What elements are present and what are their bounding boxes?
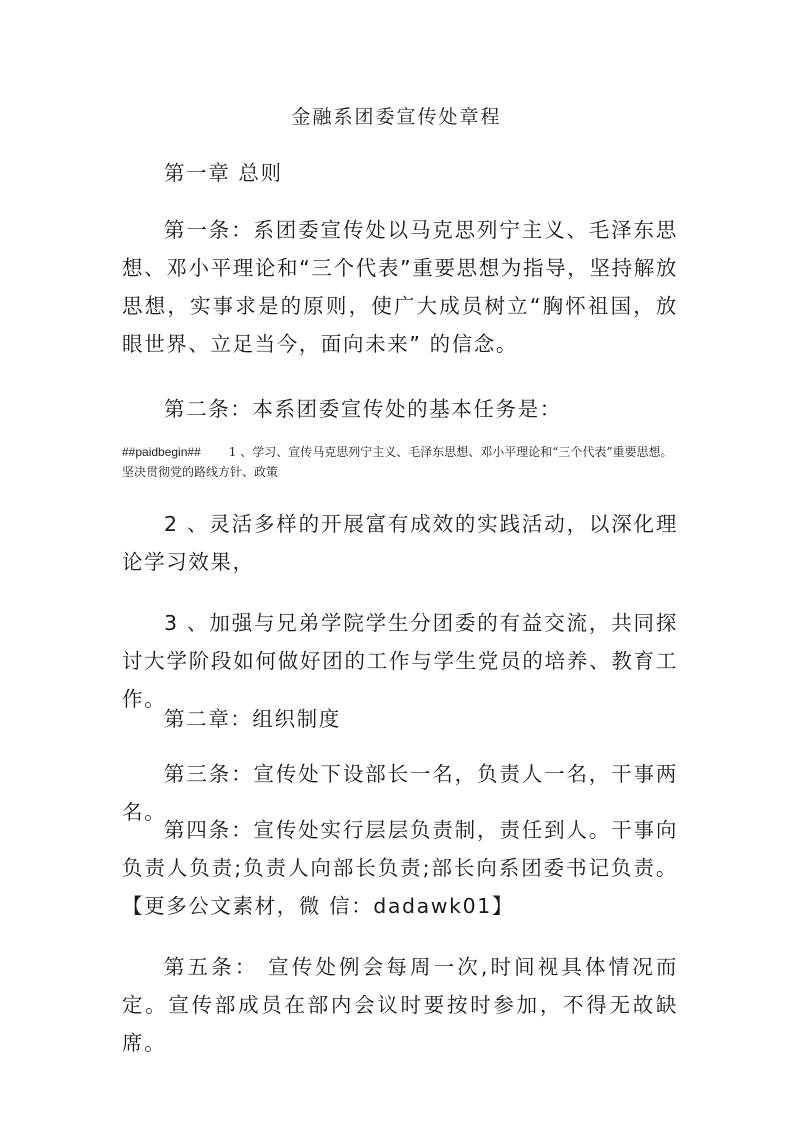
chapter-1-heading: 第一章 总则	[164, 161, 283, 185]
article-4: 第四条：宣传处实行层层负责制，责任到人。干事向负责人负责;负责人向部长负责;部长向系团委书记负责。【更多公文素材，微 信：dadawk01】	[122, 818, 678, 918]
article-1: 第一条：系团委宣传处以马克思列宁主义、毛泽东思想、邓小平理论和“三个代表”重要思想为指导，坚持解放思想，实事求是的原则，使广大成员树立“胸怀祖国，放眼世界、立足当今，面向未来” 的信念。	[122, 218, 678, 356]
item-1-block	[122, 442, 678, 482]
chapter-2-heading: 第二章：组织制度	[164, 707, 341, 731]
article-2: 第二条：本系团委宣传处的基本任务是：	[164, 397, 562, 421]
article-5: 第五条： 宣传处例会每周一次,时间视具体情况而定。宣传部成员在部内会议时要按时参加，不得无故缺席。	[122, 955, 678, 1055]
paid-marker: ##paidbegin##	[122, 445, 201, 459]
item-1: 1 、学习、宣传马克思列宁主义、毛泽东思想、邓小平理论和“三个代表”重要思想。坚决贯彻党的路线方针、政策	[122, 445, 673, 479]
document-title: 金融系团委宣传处章程	[291, 106, 502, 128]
item-3: 3 、加强与兄弟学院学生分团委的有益交流，共同探讨大学阶段如何做好团的工作与学生党员的培养、教育工作。	[122, 611, 678, 711]
article-3: 第三条：宣传处下设部长一名，负责人一名，干事两名。	[122, 762, 678, 824]
item-2: 2 、灵活多样的开展富有成效的实践活动，以深化理论学习效果，	[122, 512, 678, 574]
